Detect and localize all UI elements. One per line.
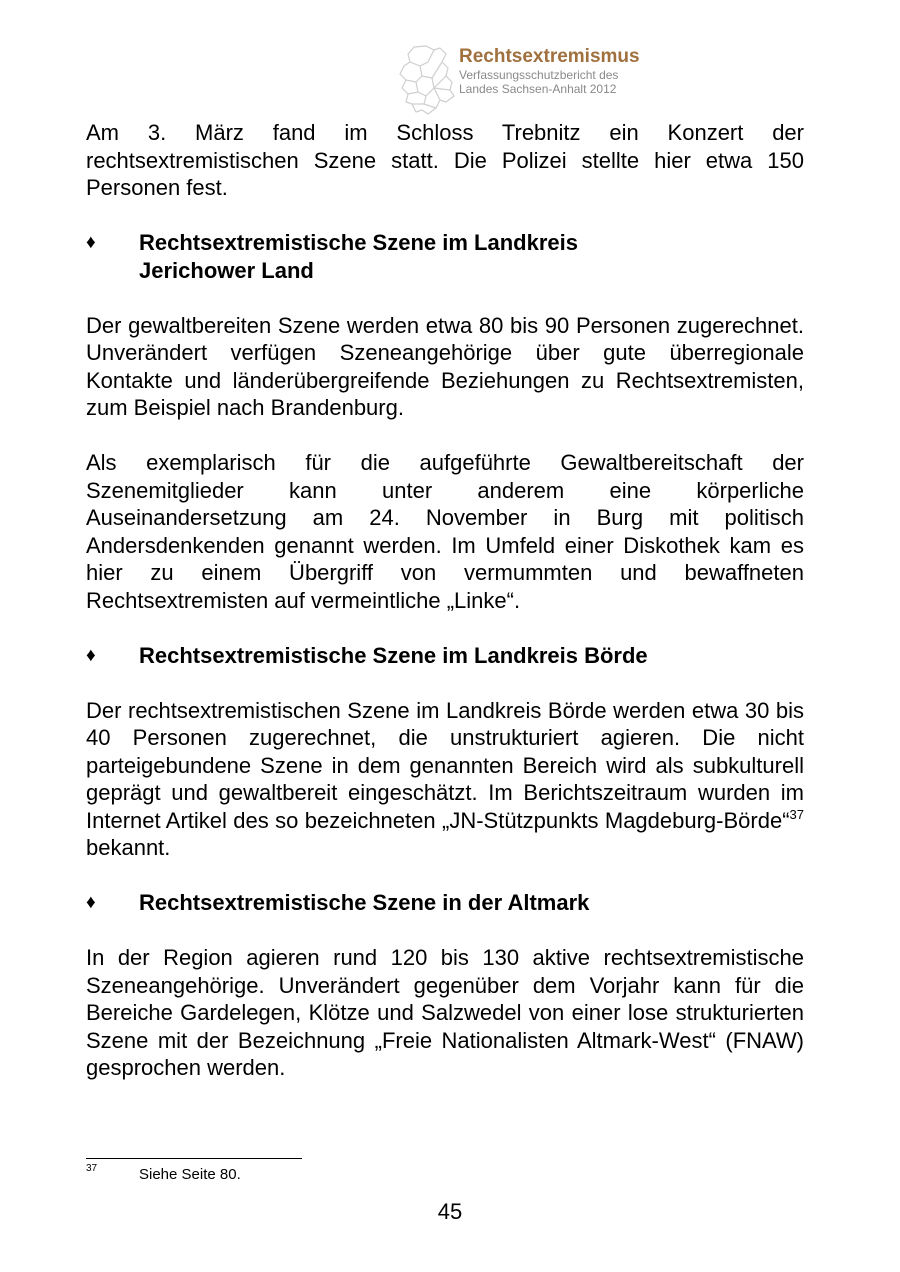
paragraph-boerde-tail: bekannt.: [86, 835, 171, 860]
footnote-ref-37[interactable]: 37: [789, 806, 804, 822]
paragraph-altmark: In der Region agieren rund 120 bis 130 aktive rechtsextremistische Szeneangehörige. Unverändert gegenüber dem Vorjahr kann für die Bereiche Gardelegen, Klötze und Salzwedel von einer lose strukturierten Szene mit der Bezeichnung „Freie Nationalisten Altmark-West“ (FNAW) gesprochen werden.: [86, 945, 804, 1080]
header-title: Rechtsextremismus: [459, 46, 640, 67]
section-heading-boerde: [86, 642, 804, 670]
header-subtitle-line-2: Landes Sachsen-Anhalt 2012: [459, 82, 617, 96]
section-heading-altmark: [86, 889, 804, 917]
paragraph-boerde: [86, 697, 804, 862]
heading-text: Rechtsextremistische Szene im Landkreis Börde: [139, 642, 648, 668]
heading-line-2: Jerichower Land: [139, 257, 314, 283]
heading-text: Rechtsextremistische Szene in der Altmark: [139, 890, 590, 915]
footnote-text: Siehe Seite 80.: [139, 1166, 241, 1183]
paragraph-boerde-main: Der rechtsextremistischen Szene im Landkreis Börde werden etwa 30 bis 40 Personen zugerechnet, die unstrukturiert agieren. Die nicht parteigebundene Szene in dem genannten Bereich wird als subkulturell geprägt und gewaltbereit eingeschätzt. Im Berichtszeitraum wurden im Internet Artikel des so bezeichneten „JN-Stützpunkts Magdeburg-Börde“: [86, 697, 804, 833]
page-body: [86, 119, 804, 1082]
footnote-number: 37: [86, 1163, 98, 1174]
heading-line-1: Rechtsextremistische Szene im Landkreis: [139, 230, 578, 255]
page-header: [396, 44, 696, 116]
section-heading-jerichower-land: [86, 229, 804, 284]
paragraph-jerichower-1: Der gewaltbereiten Szene werden etwa 80 bis 90 Personen zugerechnet. Unverändert verfügen Szeneangehörige über gute überregionale Kontakte und länderübergreifende Beziehungen zu Rechtsextremisten, zum Beispiel nach Brandenburg.: [86, 312, 804, 420]
header-subtitle-line-1: Verfassungsschutzbericht des: [459, 68, 619, 82]
intro-paragraph: Am 3. März fand im Schloss Trebnitz ein Konzert der rechtsextremistischen Szene statt. Die Polizei stellte hier etwa 150 Personen fest.: [86, 120, 804, 200]
footnote-divider: [86, 1158, 302, 1159]
diamond-bullet-icon: ♦: [86, 644, 96, 666]
paragraph-jerichower-2: Als exemplarisch für die aufgeführte Gewaltbereitschaft der Szenemitglieder kann unter anderem eine körperliche Auseinandersetzung am 24. November in Burg mit politisch Andersdenkenden genannt werden. Im Umfeld einer Diskothek kam es hier zu einem Übergriff von vermummten und bewaffneten Rechtsextremisten auf vermeintliche „Linke“.: [86, 450, 804, 613]
sachsen-anhalt-map-icon: [396, 44, 458, 116]
diamond-bullet-icon: ♦: [86, 232, 96, 253]
page-number: 45: [437, 1199, 463, 1224]
diamond-bullet-icon: ♦: [86, 892, 96, 913]
